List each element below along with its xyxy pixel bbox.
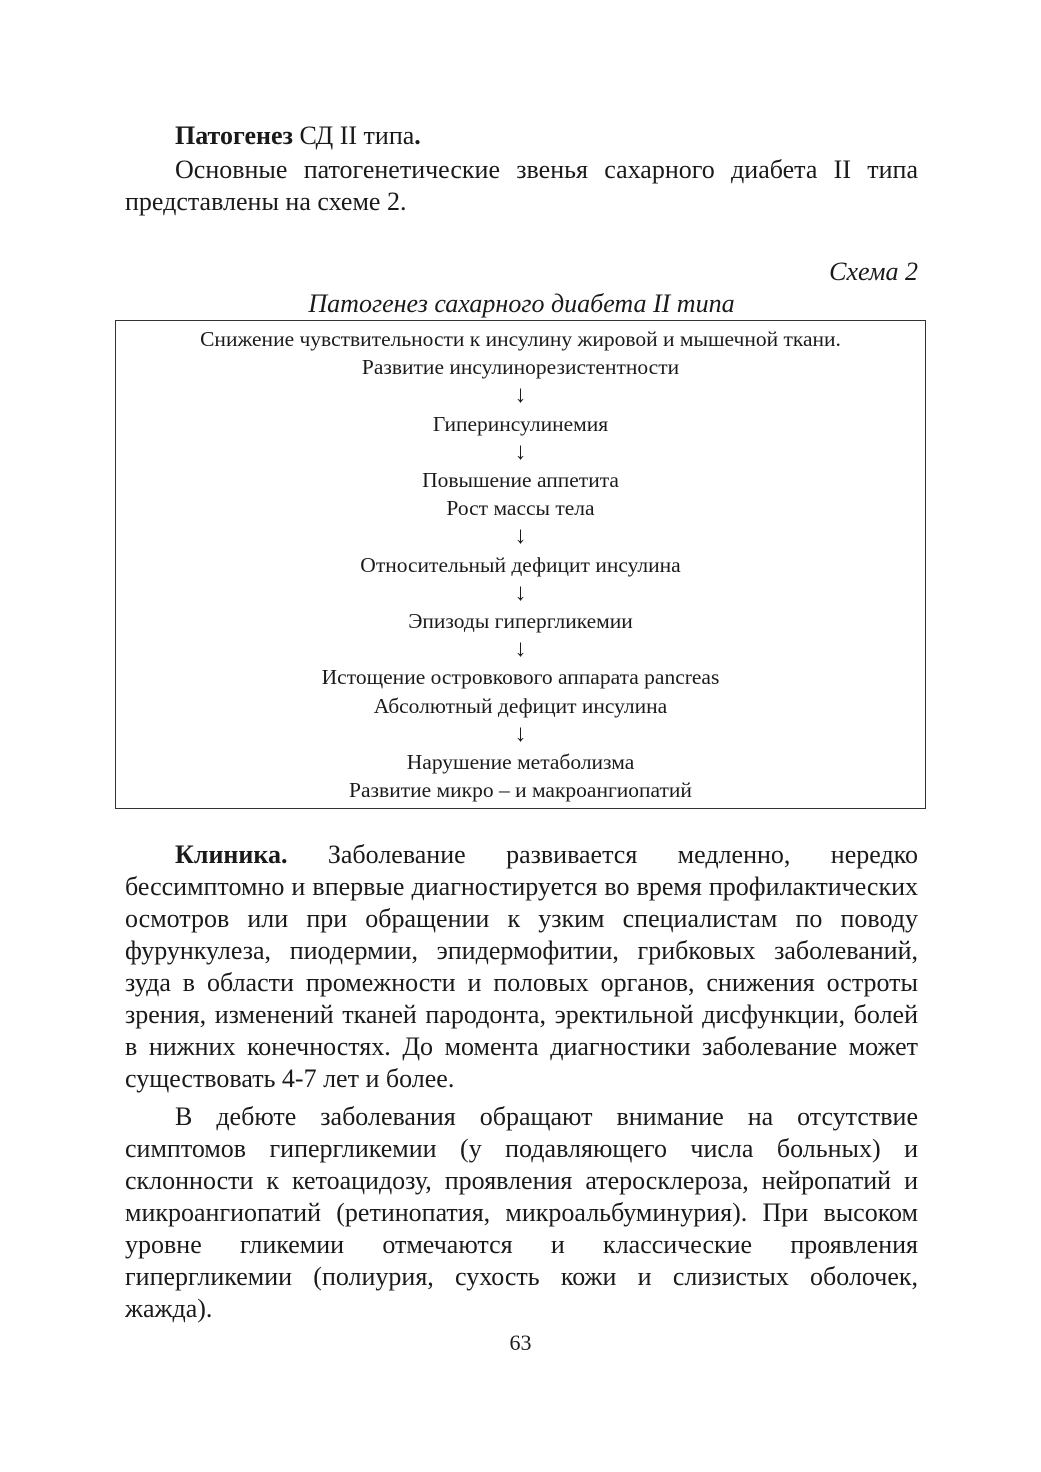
flow-arrow-icon: ↓ (514, 438, 527, 465)
flow-arrow-icon: ↓ (514, 720, 527, 747)
flow-arrow-icon: ↓ (514, 382, 527, 409)
intro-paragraph: Основные патогенетические звенья сахарного диабета II типа представлены на схеме 2. (125, 155, 918, 216)
scheme-step-4-line-1: Относительный дефицит инсулина (360, 552, 681, 577)
scheme-step-6-line-2: Абсолютный дефицит инсулина (373, 693, 668, 718)
heading-bold: Патогенез (175, 121, 293, 150)
page-number: 63 (509, 1330, 532, 1355)
scheme-step-7-line-2: Развитие микро – и макроангиопатий (349, 778, 692, 803)
scheme-step-7-line-1: Нарушение метаболизма (406, 750, 635, 775)
scheme-step-3-line-2: Рост массы тела (446, 496, 595, 521)
scheme-step-1-line-1: Снижение чувствительности к инсулину жировой и мышечной ткани. (200, 327, 841, 351)
clinic-text: Заболевание развивается медленно, нередко бессимптомно и впервые диагностируется во время профилактических осмотров или при обращении к узким специалистам по поводу фурункулеза, пиодермии, эпидермофитии, грибковых заболеваний, зуда в области промежности и половых органов, снижения остроты зрения, изменений тканей пародонта, эректильной дисфункции, болей в нижних конечностях. До момента диагностики заболевание может существовать 4-7 лет и более. (125, 840, 918, 1094)
scheme-title: Патогенез сахарного диабета II типа (308, 289, 735, 318)
debut-paragraph: В дебюте заболевания обращают внимание на отсутствие симптомов гипергликемии (у подавляющего числа больных) и склонности к кетоацидозу, проявления атеросклероза, нейропатий и микроангиопатий (ретинопатия, микроальбуминурия). При высоком уровне гликемии отмечаются и классические проявления гипергликемии (полиурия, сухость кожи и слизистых оболочек, жажда). (125, 1102, 918, 1324)
flow-arrow-icon: ↓ (514, 636, 527, 663)
clinic-paragraph (125, 839, 918, 1095)
scheme-step-1-line-2: Развитие инсулинорезистентности (361, 355, 680, 380)
heading-end: . (414, 121, 421, 150)
heading-rest: СД II типа (292, 121, 415, 150)
section-heading (125, 120, 918, 152)
scheme-diagram (115, 320, 926, 809)
clinic-lead: Клиника. (175, 840, 288, 870)
scheme-step-3-line-1: Повышение аппетита (422, 468, 619, 493)
page-content (125, 120, 918, 1325)
flow-arrow-icon: ↓ (514, 523, 527, 550)
scheme-label: Схема 2 (829, 257, 918, 286)
flow-arrow-icon: ↓ (514, 579, 527, 606)
scheme-step-5-line-1: Эпизоды гипергликемии (408, 609, 633, 634)
scheme-step-6-line-1: Истощение островкового аппарата pancreas (321, 665, 720, 690)
scheme-step-2-line-1: Гиперинсулинемия (432, 411, 609, 436)
